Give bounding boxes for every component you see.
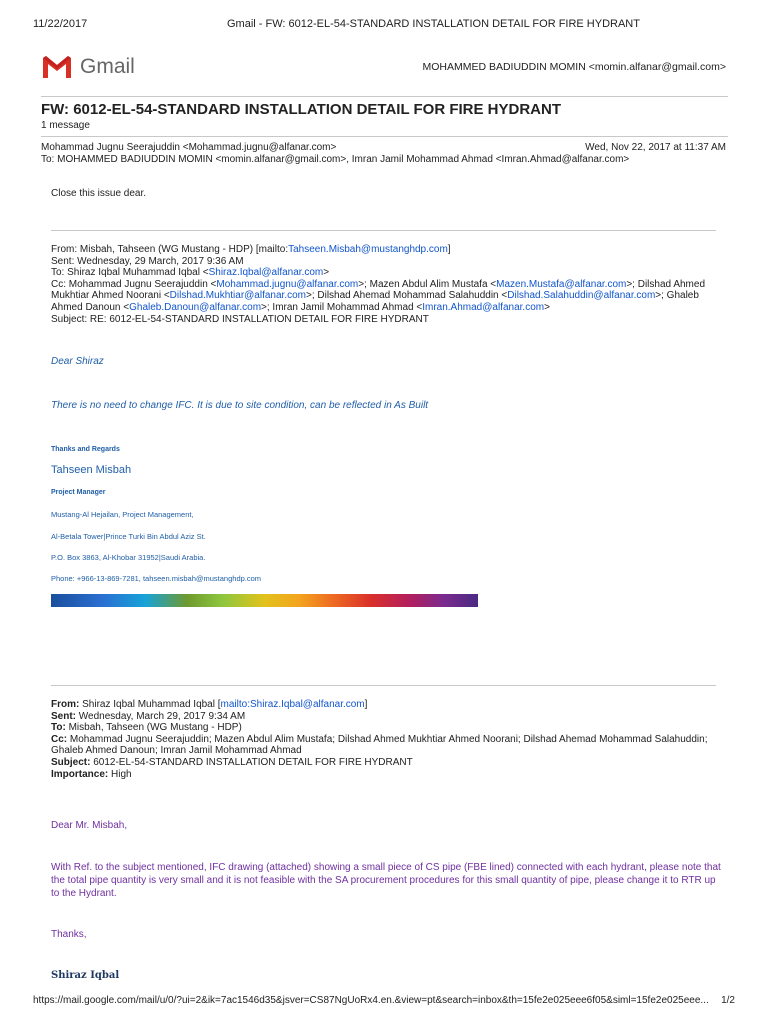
fw1-to-text: To: Shiraz Iqbal Muhammad Iqbal < bbox=[51, 267, 209, 279]
fw1-subject: Subject: RE: 6012-EL-54-STANDARD INSTALLATION DETAIL FOR FIRE HYDRANT bbox=[51, 313, 429, 325]
fw1-cc3-link1[interactable]: Ghaleb.Danoun@alfanar.com bbox=[129, 301, 262, 313]
sender: Mohammad Jugnu Seerajuddin <Mohammad.jugnu@alfanar.com> bbox=[41, 142, 337, 153]
fw2-from-text: Shiraz Iqbal Muhammad Iqbal [ bbox=[79, 699, 221, 710]
fw2-to-label: To: bbox=[51, 722, 66, 734]
fw1-sig-phone: Phone: +966-13-869-7281, tahseen.misbah@mustanghdp.com bbox=[51, 574, 262, 583]
fw2-importance-text: High bbox=[108, 768, 132, 780]
fw1-to-link[interactable]: Shiraz.Iqbal@alfanar.com bbox=[208, 267, 324, 279]
fw1-cc2-b: >; Dilshad Ahemad Mohammad Salahuddin < bbox=[306, 290, 508, 302]
fw2-subject-label: Subject: bbox=[51, 756, 91, 768]
fw1-sig-address1: Al-Betala Tower|Prince Turki Bin Abdul Aziz St. bbox=[51, 532, 206, 541]
fw1-header bbox=[51, 244, 705, 325]
gmail-logo-icon[interactable] bbox=[41, 54, 73, 85]
fw1-cc1-c: >; Dilshad Ahmed bbox=[626, 278, 706, 290]
fw2-signature: Shiraz Iqbal bbox=[51, 970, 120, 981]
signature-banner bbox=[51, 594, 478, 607]
fw1-dear: Dear Shiraz bbox=[51, 356, 104, 367]
fw1-from-end: ] bbox=[447, 244, 451, 255]
fw2-dear: Dear Mr. Misbah, bbox=[51, 820, 128, 831]
fw1-sig-title: Project Manager bbox=[51, 489, 106, 496]
fw1-cc1-link1[interactable]: Mohammad.jugnu@alfanar.com bbox=[216, 278, 359, 290]
fw2-subject-text: 6012-EL-54-STANDARD INSTALLATION DETAIL FOR FIRE HYDRANT bbox=[90, 756, 413, 768]
fw1-cc2-link1[interactable]: Dilshad.Mukhtiar@alfanar.com bbox=[169, 290, 306, 302]
fw1-cc3-c: > bbox=[544, 301, 550, 313]
fw2-cc-cont: Ghaleb Ahmed Danoun; Imran Jamil Mohammad Ahmad bbox=[51, 745, 302, 757]
fw1-sig-address2: P.O. Box 3863, Al-Khobar 31952|Saudi Arabia. bbox=[51, 553, 206, 562]
fw1-cc1-a: Cc: Mohammad Jugnu Seerajuddin < bbox=[51, 278, 217, 290]
fw1-cc3-a: Ahmed Danoun < bbox=[51, 301, 130, 313]
gmail-logo-text: Gmail bbox=[80, 55, 135, 78]
fw2-to bbox=[51, 722, 707, 734]
fw1-from-text: From: Misbah, Tahseen (WG Mustang - HDP) [mailto: bbox=[51, 244, 289, 255]
fw2-message: With Ref. to the subject mentioned, IFC drawing (attached) showing a small piece of CS pipe (FBE lined) connected with each hydrant, please note that the total pipe quantity is very small and it is not feasible with the SA procurement procedures for this small quantity of pipe, please change it to RTR up to the Hydrant. bbox=[51, 862, 721, 899]
fw2-sent-label: Sent: bbox=[51, 710, 76, 722]
fw1-cc2-c: >; Ghaleb bbox=[655, 290, 699, 302]
fw1-to bbox=[51, 267, 705, 279]
account-info: MOHAMMED BADIUDDIN MOMIN <momin.alfanar@gmail.com> bbox=[422, 61, 726, 73]
fw2-thanks: Thanks, bbox=[51, 929, 87, 940]
fw1-cc-line3 bbox=[51, 302, 705, 314]
recipients: To: MOHAMMED BADIUDDIN MOMIN <momin.alfanar@gmail.com>, Imran Jamil Mohammad Ahmad <Imran.Ahmad@alfanar.com> bbox=[41, 154, 630, 165]
quote-divider-2 bbox=[51, 685, 716, 686]
fw2-from-label: From: bbox=[51, 699, 80, 710]
fw1-cc3-b: >; Imran Jamil Mohammad Ahmad < bbox=[261, 301, 423, 313]
thread-subject: FW: 6012-EL-54-STANDARD INSTALLATION DETAIL FOR FIRE HYDRANT bbox=[41, 101, 562, 118]
fw2-importance-label: Importance: bbox=[51, 768, 109, 780]
fw1-cc2-link2[interactable]: Dilshad.Salahuddin@alfanar.com bbox=[507, 290, 656, 302]
print-title: Gmail - FW: 6012-EL-54-STANDARD INSTALLATION DETAIL FOR FIRE HYDRANT bbox=[227, 18, 640, 30]
fw1-sent: Sent: Wednesday, 29 March, 2017 9:36 AM bbox=[51, 255, 244, 267]
fw2-cc-text: Mohammad Jugnu Seerajuddin; Mazen Abdul Alim Mustafa; Dilshad Ahmed Mukhtiar Ahmed Noorani; Dilshad Ahemad Mohammad Salahuddin; bbox=[67, 733, 708, 745]
fw1-cc-line1 bbox=[51, 279, 705, 291]
fw2-cc-label: Cc: bbox=[51, 733, 68, 745]
fw1-cc1-b: >; Mazen Abdul Alim Mustafa < bbox=[358, 278, 497, 290]
page-number: 1/2 bbox=[721, 995, 735, 1006]
fw2-cc bbox=[51, 734, 707, 746]
fw2-from-end: ] bbox=[364, 699, 368, 710]
fw2-sent bbox=[51, 711, 707, 723]
fw1-from bbox=[51, 244, 705, 256]
footer-url: https://mail.google.com/mail/u/0/?ui=2&ik=7ac1546d35&jsver=CS87NgUoRx4.en.&view=pt&search=inbox&th=15fe2e025eee6f05&siml=15fe2e025eee... bbox=[33, 995, 709, 1006]
fw1-sig-name: Tahseen Misbah bbox=[51, 464, 132, 476]
message-date: Wed, Nov 22, 2017 at 11:37 AM bbox=[585, 142, 726, 153]
fw1-cc2-a: Mukhtiar Ahmed Noorani < bbox=[51, 290, 170, 302]
fw2-subject bbox=[51, 757, 707, 769]
fw1-cc-line2 bbox=[51, 290, 705, 302]
fw1-thanks: Thanks and Regards bbox=[51, 446, 120, 453]
fw1-to-end: > bbox=[323, 267, 330, 279]
fw2-importance bbox=[51, 769, 707, 781]
fw1-cc3-link2[interactable]: Imran.Ahmad@alfanar.com bbox=[422, 301, 545, 313]
fw2-sent-text: Wednesday, March 29, 2017 9:34 AM bbox=[76, 710, 246, 722]
quote-divider-1 bbox=[51, 230, 716, 231]
header-divider bbox=[41, 96, 728, 97]
fw1-message: There is no need to change IFC. It is due to site condition, can be reflected in As Built bbox=[51, 400, 429, 411]
fw1-sig-company: Mustang-Al Hejailan, Project Management, bbox=[51, 510, 194, 519]
message-count: 1 message bbox=[41, 120, 90, 131]
fw1-cc1-link2[interactable]: Mazen.Mustafa@alfanar.com bbox=[496, 278, 627, 290]
fw1-from-link[interactable]: Tahseen.Misbah@mustanghdp.com bbox=[288, 244, 448, 255]
subject-divider bbox=[41, 136, 728, 137]
fw2-header bbox=[51, 699, 707, 780]
fw2-from-link[interactable]: mailto:Shiraz.Iqbal@alfanar.com bbox=[220, 699, 365, 710]
body-greeting: Close this issue dear. bbox=[51, 188, 147, 199]
fw2-to-text: Misbah, Tahseen (WG Mustang - HDP) bbox=[65, 722, 242, 734]
fw2-from bbox=[51, 699, 707, 711]
print-date: 11/22/2017 bbox=[33, 18, 88, 30]
